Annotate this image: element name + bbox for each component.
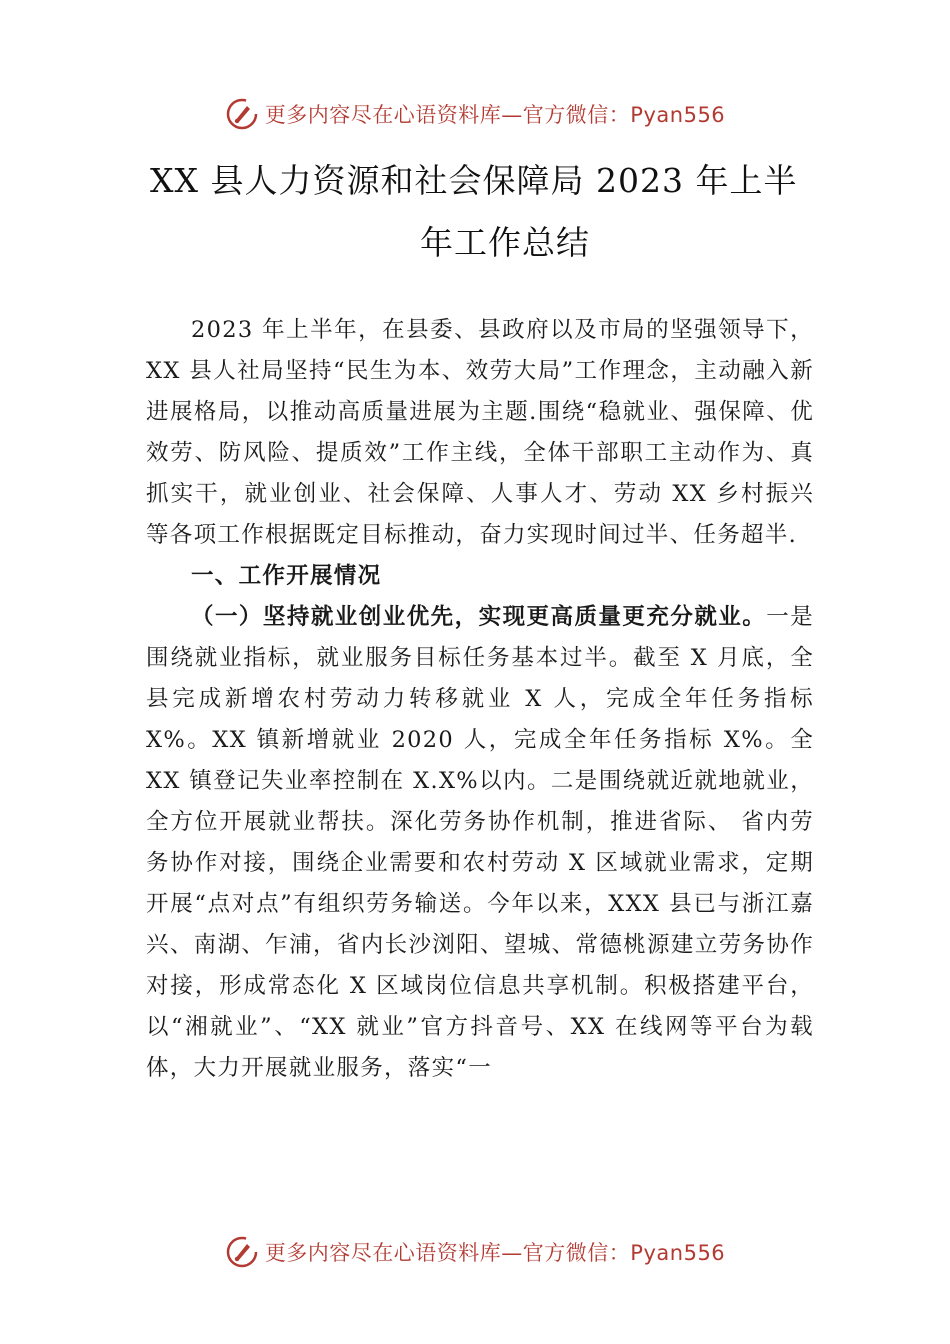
title-line-1: XX 县人力资源和社会保障局 2023 年上半 [150,161,798,200]
intro-paragraph: 2023 年上半年，在县委、县政府以及市局的坚强领导下，XX 县人社局坚持“民生为本、效劳大局”工作理念，主动融入新进展格局，以推动高质量进展为主题.围绕“稳就业、强保障、优效劳、防风险、提质效”工作主线，全体干部职工主动作为、真抓实干，就业创业、社会保障、人事人才、劳动 XX 乡村振兴等各项工作根据既定目标推动，奋力实现时间过半、任务超半. [146,317,814,548]
brush-seal-logo-icon [225,97,259,131]
brush-seal-logo-icon [225,1235,259,1269]
paragraph-1-lead: （一）坚持就业创业优先，实现更高质量更充分就业。 [191,604,767,630]
title-line-2: 年工作总结 [420,223,590,262]
watermark-top [0,92,950,136]
document-body [146,310,814,1089]
watermark-bottom [0,1230,950,1274]
watermark-text: 更多内容尽在心语资料库—官方微信：Pyan556 [264,103,726,127]
document-title [110,150,840,274]
watermark-text: 更多内容尽在心语资料库—官方微信：Pyan556 [264,1241,726,1265]
section-heading: 一、工作开展情况 [191,563,382,589]
paragraph-1 [146,597,814,1089]
paragraph-1-text: 一是围绕就业指标，就业服务目标任务基本过半。截至 X 月底，全县完成新增农村劳动力转移就业 X 人，完成全年任务指标 X%。XX 镇新增就业 2020 人，完成全年任务指标 X%。全 XX 镇登记失业率控制在 X.X%以内。二是围绕就近就地就业，全方位开展就业帮扶。深化劳务协作机制，推进省际、 省内劳务协作对接，围绕企业需要和农村劳动 X 区域就业需求，定期开展“点对点”有组织劳务输送。今年以来，XXX 县已与浙江嘉兴、南湖、乍浦，省内长沙浏阳、望城、常德桃源建立劳务协作对接，形成常态化 X 区域岗位信息共享机制。积极搭建平台，以“湘就业”、“XX 就业”官方抖音号、XX 在线网等平台为载体，大力开展就业服务，落实“一 [146,604,815,1081]
